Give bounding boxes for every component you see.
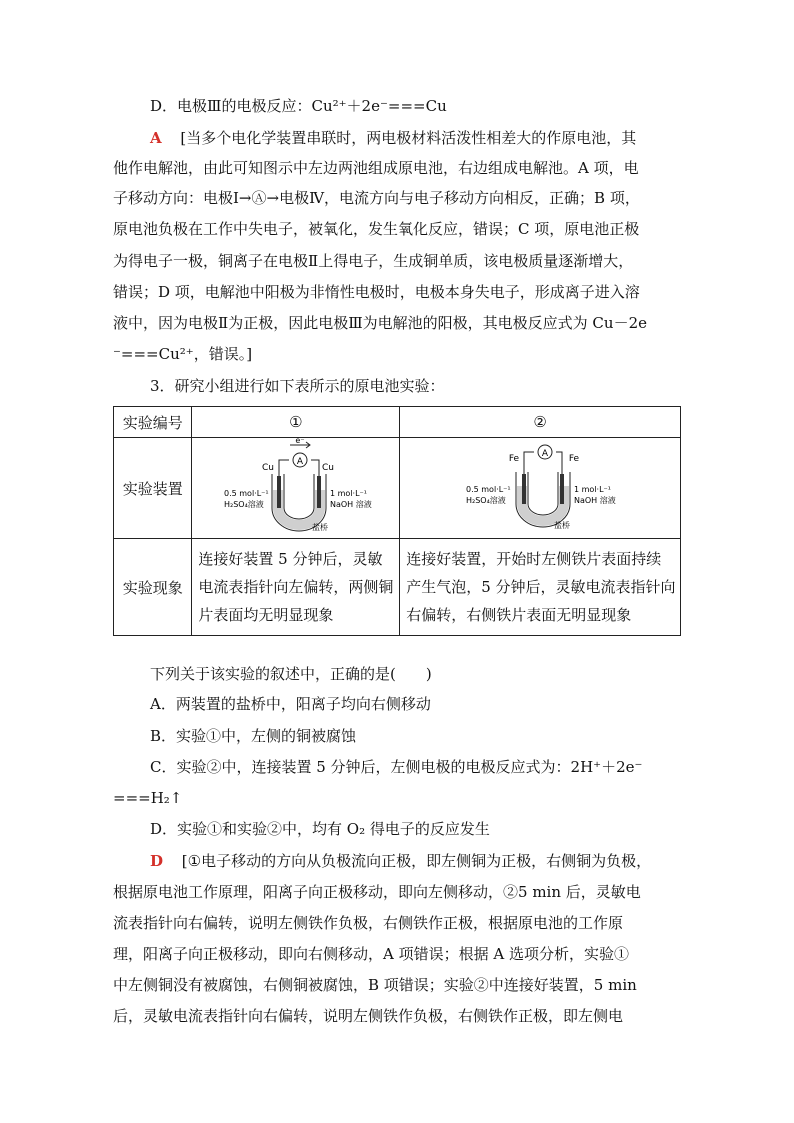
question-3-option-d: D．实验①和实验②中，均有 O₂ 得电子的反应发生 <box>150 820 490 838</box>
experiment-table <box>113 406 681 636</box>
q3-explanation-line-2: 根据原电池工作原理，阳离子向正极移动，即向左侧移动，②5 min 后，灵敏电 <box>113 883 641 901</box>
experiment-1-observation: 连接好装置 5 分钟后，灵敏电流表指针向左偏转，两侧铜片表面均无明显现象 <box>192 539 400 636</box>
apparatus-1-left-electrode <box>277 476 281 508</box>
apparatus-2-left-solution-name: H₂SO₄溶液 <box>466 496 506 505</box>
q3-answer-letter: D <box>150 852 164 870</box>
apparatus-2-left-electrode <box>522 474 526 504</box>
q3-explanation-line-4: 理，阳离子向正极移动，即向右侧移动，A 项错误；根据 A 选项分析，实验① <box>113 945 629 963</box>
apparatus-1-diagram <box>196 438 395 534</box>
prev-explanation-line-1 <box>150 128 636 148</box>
apparatus-1-right-solution-conc: 1 mol·L⁻¹ <box>330 489 368 498</box>
apparatus-2-right-electrode-label: Fe <box>568 454 580 464</box>
apparatus-2-cell <box>400 438 681 539</box>
prev-explanation-line-3: 子移动方向：电极Ⅰ→Ⓐ→电极Ⅳ，电流方向与电子移动方向相反，正确；B 项， <box>113 189 640 207</box>
question-3-option-b: B．实验①中，左侧的铜被腐蚀 <box>150 727 357 745</box>
question-3-option-c-continued: ===H₂↑ <box>113 789 183 807</box>
apparatus-1-cell <box>192 438 400 539</box>
prev-explanation-line-8: ⁻===Cu²⁺，错误。] <box>113 345 253 363</box>
prev-answer-letter: A <box>150 129 162 147</box>
apparatus-1-left-electrode-label: Cu <box>262 463 275 473</box>
prev-explanation-line-4: 原电池负极在工作中失电子，被氧化，发生氧化反应，错误；C 项，原电池正极 <box>113 220 640 238</box>
apparatus-1-right-solution-name: NaOH 溶液 <box>330 500 373 509</box>
apparatus-2-right-electrode <box>560 474 564 504</box>
row-label-apparatus: 实验装置 <box>114 438 192 539</box>
prev-option-d: D．电极Ⅲ的电极反应：Cu²⁺＋2e⁻===Cu <box>150 97 447 115</box>
apparatus-2-left-solution-conc: 0.5 mol·L⁻¹ <box>466 485 511 494</box>
apparatus-2-right-solution-name: NaOH 溶液 <box>574 496 616 505</box>
apparatus-1-electron-label: e⁻ <box>295 438 305 445</box>
apparatus-1-salt-bridge-label: 盐桥 <box>312 523 329 532</box>
apparatus-1-ammeter-label: A <box>297 457 304 467</box>
prev-explanation-line-7: 液中，因为电极Ⅱ为正极，因此电极Ⅲ为电解池的阳极，其电极反应式为 Cu－2e <box>113 314 647 332</box>
experiment-2-observation: 连接好装置，开始时左侧铁片表面持续产生气泡，5 分钟后，灵敏电流表指针向右偏转，右侧铁片表面无明显现象 <box>400 539 681 636</box>
q3-explanation-line-5: 中左侧铜没有被腐蚀，右侧铜被腐蚀，B 项错误；实验②中连接好装置，5 min <box>113 976 637 994</box>
experiment-2-number: ② <box>400 407 681 438</box>
q3-explanation-text-1: [①电子移动的方向从负极流向正极，即左侧铜为正极，右侧铜为负极， <box>181 852 652 870</box>
apparatus-2-ammeter-label: A <box>542 449 549 459</box>
row-label-phenomenon: 实验现象 <box>114 539 192 636</box>
question-3-option-a: A．两装置的盐桥中，阳离子均向右侧移动 <box>150 695 431 713</box>
prev-explanation-line-5: 为得电子一极，铜离子在电极Ⅱ上得电子，生成铜单质，该电极质量逐渐增大， <box>113 252 634 270</box>
apparatus-2-left-electrode-label: Fe <box>508 454 520 464</box>
question-3-option-c: C．实验②中，连接装置 5 分钟后，左侧电极的电极反应式为：2H⁺＋2e⁻ <box>150 758 643 776</box>
question-3-stem: 3．研究小组进行如下表所示的原电池实验： <box>150 377 445 395</box>
question-3-prompt: 下列关于该实验的叙述中，正确的是( ) <box>150 665 432 683</box>
apparatus-1-left-solution-name: H₂SO₄溶液 <box>224 500 265 509</box>
prev-explanation-text-1: [当多个电化学装置串联时，两电极材料活泼性相差大的作原电池，其 <box>180 129 637 147</box>
prev-explanation-line-6: 错误；D 项，电解池中阳极为非惰性电极时，电极本身失电子，形成离子进入溶 <box>113 283 640 301</box>
experiment-1-number: ① <box>192 407 400 438</box>
apparatus-2-salt-bridge-label: 盐桥 <box>554 521 571 530</box>
q3-explanation-line-1 <box>150 851 651 871</box>
apparatus-1-right-electrode <box>317 476 321 508</box>
q3-explanation-line-3: 流表指针向右偏转，说明左侧铁作负极，右侧铁作正极，根据原电池的工作原 <box>113 914 624 932</box>
apparatus-1-left-solution-conc: 0.5 mol·L⁻¹ <box>224 489 269 498</box>
apparatus-2-right-solution-conc: 1 mol·L⁻¹ <box>574 485 612 494</box>
apparatus-1-right-electrode-label: Cu <box>322 463 335 473</box>
row-label-experiment-number: 实验编号 <box>114 407 192 438</box>
apparatus-2-diagram <box>404 438 676 534</box>
prev-explanation-line-2: 他作电解池，由此可知图示中左边两池组成原电池，右边组成电解池。A 项，电 <box>113 159 639 177</box>
q3-explanation-line-6: 后，灵敏电流表指针向右偏转，说明左侧铁作负极，右侧铁作正极，即左侧电 <box>113 1007 624 1025</box>
